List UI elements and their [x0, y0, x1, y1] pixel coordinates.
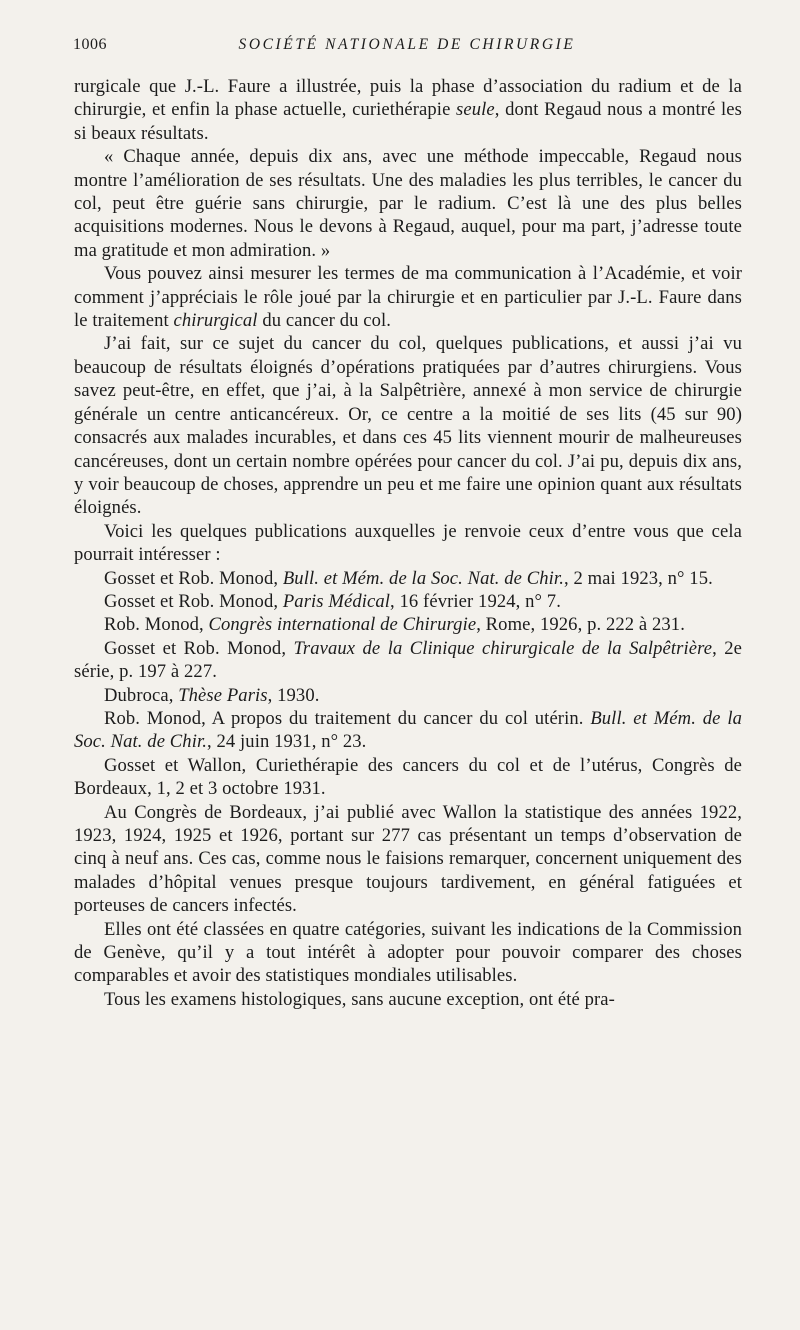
reference-4: Gosset et Rob. Monod, Travaux de la Clinique chirurgicale de la Salpêtrière, 2e série, p. 197 à 227. — [74, 637, 743, 683]
reference-5: Dubroca, Thèse Paris, 1930. — [104, 684, 320, 706]
paragraph-1: rurgicale que J.-L. Faure a illustrée, puis la phase d’association du radium et de la chirurgie, et enfin la phase actuelle, curiethérapie seule, dont Regaud nous a montré les si beaux résultats. — [74, 76, 742, 144]
page-number: 1006 — [73, 36, 107, 53]
reference-6: Rob. Monod, A propos du traitement du cancer du col utérin. Bull. et Mém. de la Soc. Nat. de Chir., 24 juin 1931, n° 23. — [74, 707, 742, 753]
paragraph-quote: « Chaque année, depuis dix ans, avec une méthode impeccable, Regaud nous montre l’amélioration de ses résultats. Une des maladies les plus terribles, le cancer du col, peut être guérie sans chirurgie, par le radium. C’est là une des plus belles acquisitions modernes. Nous le devons à Regaud, auquel, pour ma part, j’adresse toute ma gratitude et mon admiration. » — [74, 146, 742, 261]
reference-3: Rob. Monod, Congrès international de Chirurgie, Rome, 1926, p. 222 à 231. — [104, 614, 685, 636]
reference-7: Gosset et Wallon, Curiethérapie des cancers du col et de l’utérus, Congrès de Bordeaux, 1, 2 et 3 octobre 1931. — [74, 754, 742, 800]
paragraph-3: Vous pouvez ainsi mesurer les termes de ma communication à l’Académie, et voir comment j’appréciais le rôle joué par la chirurgie et en particulier par J.-L. Faure dans le traitement chirurgical du cancer du col. — [74, 263, 742, 332]
reference-2: Gosset et Rob. Monod, Paris Médical, 16 février 1924, n° 7. — [104, 590, 561, 612]
paragraph-congres-bordeaux: Au Congrès de Bordeaux, j’ai publié avec Wallon la statistique des années 1922, 1923, 1924, 1925 et 1926, portant sur 277 cas présentant un temps d’observation de cinq à neuf ans. Ces cas, comme nous le faisions remarquer, concernent uniquement des malades d’hôpital venues presque toujours tardivement, en général fatiguées et porteuses de cancers infectés. — [74, 801, 742, 917]
body-text — [74, 75, 742, 1011]
journal-title: SOCIÉTÉ NATIONALE DE CHIRURGIE — [238, 36, 576, 53]
running-header — [73, 36, 741, 60]
paragraph-5: Voici les quelques publications auxquelles je renvoie ceux d’entre vous que cela pourrait intéresser : — [74, 520, 742, 566]
paragraph-histologie: Tous les examens histologiques, sans aucune exception, ont été pra- — [104, 988, 615, 1010]
paragraph-categories: Elles ont été classées en quatre catégories, suivant les indications de la Commission de Genève, qu’il y a tout intérêt à adopter pour pouvoir comparer des choses comparables et avoir des statistiques mondiales utilisables. — [74, 918, 742, 987]
paragraph-4: J’ai fait, sur ce sujet du cancer du col, quelques publications, et aussi j’ai vu beaucoup de résultats éloignés d’opérations pratiquées par d’autres chirurgiens. Vous savez peut-être, en effet, que j’ai, à la Salpêtrière, annexé à mon service de chirurgie générale un centre anticancéreux. Or, ce centre a la moitié de ses lits (45 sur 90) consacrés aux malades incurables, et dans ces 45 lits viennent mourir de malheureuses cancéreuses, dont un certain nombre opérées pour cancer du col. J’ai pu, depuis dix ans, y voir beaucoup de choses, apprendre un peu et me faire une opinion quant aux résultats éloignés. — [74, 333, 742, 519]
reference-1: Gosset et Rob. Monod, Bull. et Mém. de la Soc. Nat. de Chir., 2 mai 1923, n° 15. — [104, 567, 713, 589]
